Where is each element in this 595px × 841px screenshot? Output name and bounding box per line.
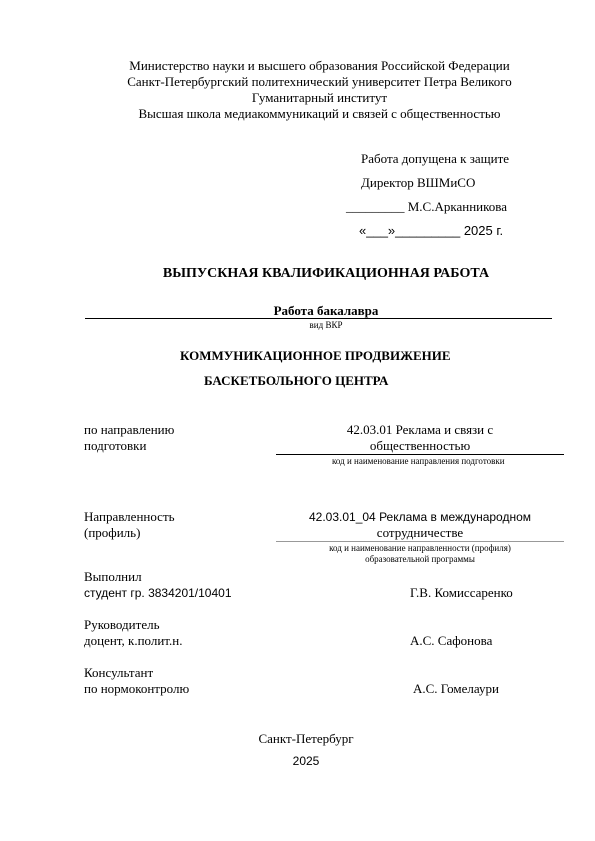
approval-director-name: М.С.Арканникова <box>407 199 508 214</box>
work-type-caption: вид ВКР <box>309 320 343 330</box>
approval-line-director: Директор ВШМиСО <box>361 175 476 190</box>
topic-line-2: БАСКЕТБОЛЬНОГО ЦЕНТРА <box>204 373 389 388</box>
student-label <box>84 569 232 601</box>
footer-year: 2025 <box>292 754 320 768</box>
profile-caption-line2: образовательной программы <box>365 554 475 564</box>
approval-signature-line <box>346 199 507 215</box>
direction-value-line1: 42.03.01 Реклама и связи с <box>346 422 494 437</box>
consultant-name: А.С. Гомелаури <box>413 681 499 696</box>
profile-value-line1: 42.03.01_04 Реклама в международном <box>309 510 531 524</box>
consultant-label-line1: Консультант <box>84 665 154 680</box>
profile-value <box>276 509 564 541</box>
consultant-label <box>84 665 189 697</box>
profile-label <box>84 509 175 541</box>
direction-label-line1: по направлению <box>84 422 175 437</box>
footer-city: Санкт-Петербург <box>258 731 354 746</box>
ministry-header <box>0 58 595 122</box>
approval-line-admitted: Работа допущена к защите <box>361 151 510 166</box>
work-type-underline <box>85 318 552 319</box>
work-type-value: Работа бакалавра <box>273 303 379 318</box>
consultant-label-line2: по нормоконтролю <box>84 681 190 696</box>
document-title: ВЫПУСКНАЯ КВАЛИФИКАЦИОННАЯ РАБОТА <box>162 266 490 281</box>
student-name: Г.В. Комиссаренко <box>410 585 513 600</box>
approval-date: «___»_________ 2025 г. <box>359 223 504 238</box>
header-line-ministry: Министерство науки и высшего образования Российской Федерации <box>129 58 510 73</box>
profile-underline <box>276 541 564 542</box>
supervisor-label-line2: доцент, к.полит.н. <box>84 633 183 648</box>
profile-label-line2: (профиль) <box>84 525 141 540</box>
header-line-university: Санкт-Петербургский политехнический университет Петра Великого <box>127 74 512 89</box>
header-line-school: Высшая школа медиакоммуникаций и связей с общественностью <box>138 106 501 121</box>
profile-label-line1: Направленность <box>84 509 175 524</box>
direction-label <box>84 422 174 454</box>
profile-caption-line1: код и наименование направленности (профиля) <box>329 543 511 553</box>
direction-underline <box>276 454 564 455</box>
direction-value <box>276 422 564 454</box>
direction-label-line2: подготовки <box>84 438 147 453</box>
header-line-institute: Гуманитарный институт <box>251 90 388 105</box>
student-label-line1: Выполнил <box>84 569 142 584</box>
direction-value-line2: общественностью <box>369 438 471 453</box>
direction-caption: код и наименование направления подготовки <box>332 456 505 466</box>
supervisor-name: А.С. Сафонова <box>410 633 493 648</box>
profile-caption <box>276 543 564 565</box>
profile-value-line2: сотрудничестве <box>376 525 464 540</box>
supervisor-label <box>84 617 182 649</box>
supervisor-label-line1: Руководитель <box>84 617 160 632</box>
student-group-line: студент гр. 3834201/10401 <box>84 586 232 600</box>
approval-signature-blank: _________ <box>346 199 405 214</box>
topic-line-1: КОММУНИКАЦИОННОЕ ПРОДВИЖЕНИЕ <box>180 348 451 363</box>
